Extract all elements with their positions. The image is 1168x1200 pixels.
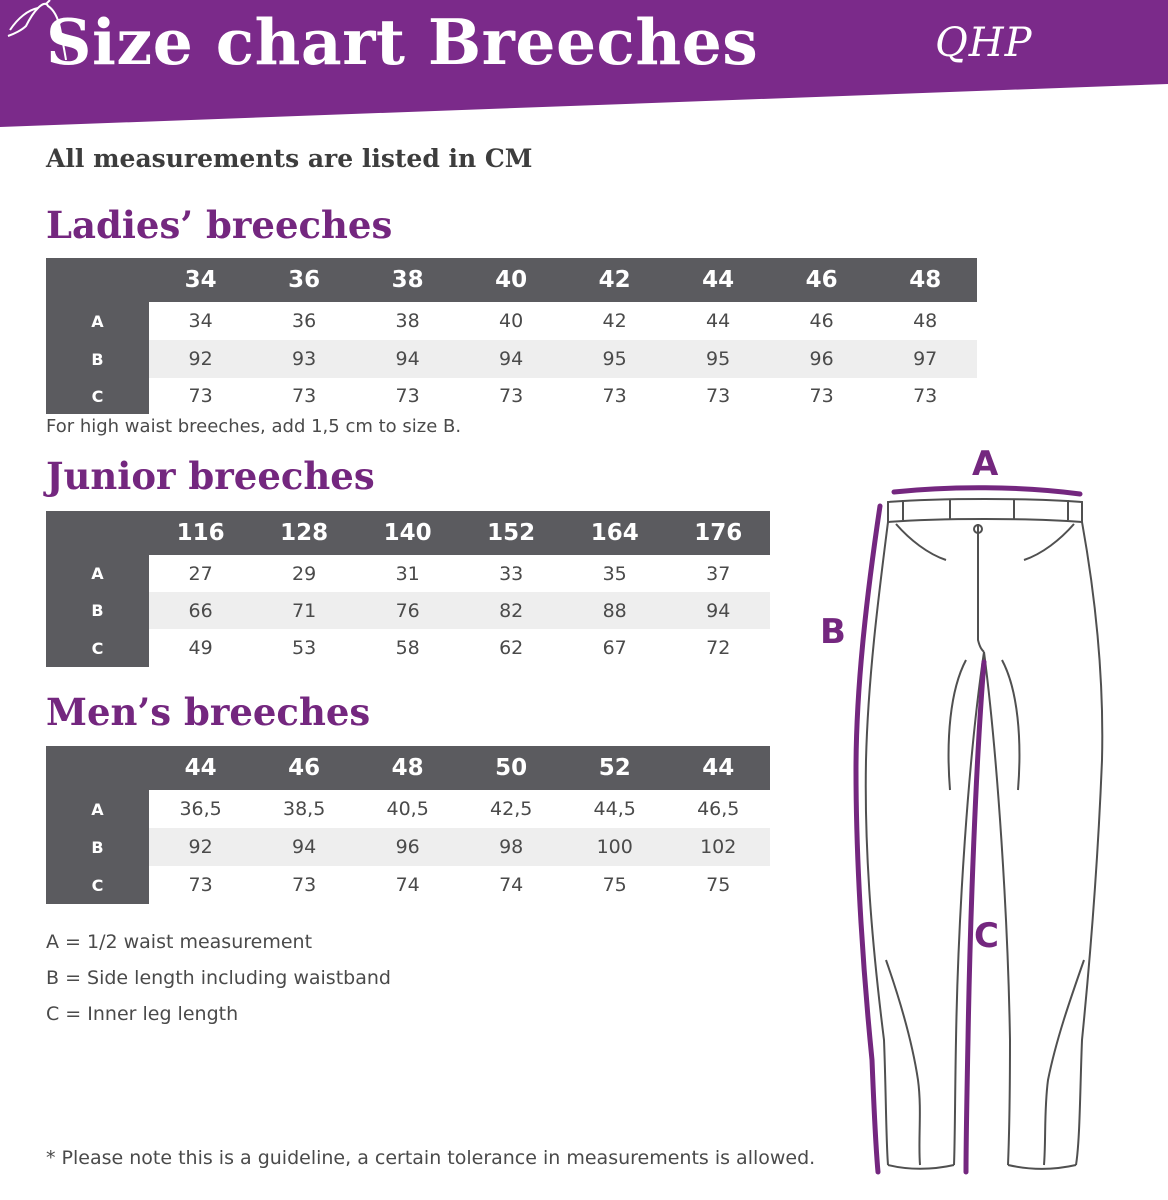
table-cell: 29 [292, 562, 317, 585]
brand-logo: QHP [935, 20, 1033, 66]
size-header: 46 [252, 746, 356, 790]
table-row [46, 378, 977, 414]
table-cell: 73 [395, 385, 420, 407]
row-label: C [46, 378, 149, 414]
breeches-drawing [800, 440, 1130, 1180]
table-cell: 75 [706, 874, 731, 896]
breeches-diagram [800, 440, 1130, 1184]
table-header-row [46, 511, 770, 555]
table-cell: 92 [149, 828, 253, 866]
table-corner-cell [46, 258, 149, 302]
table-cell: 40 [499, 310, 524, 332]
size-header: 140 [356, 511, 460, 555]
size-header: 44 [666, 258, 770, 302]
row-label: B [46, 592, 149, 629]
table-cell: 42 [602, 310, 627, 332]
table-cell: 102 [666, 828, 770, 866]
table-cell: 42,5 [490, 798, 533, 820]
men-section-title: Men’s breeches [46, 690, 371, 734]
table-cell: 34 [188, 310, 213, 332]
size-header: 52 [563, 746, 667, 790]
size-header: 44 [666, 746, 770, 790]
row-label: C [46, 629, 149, 667]
measure-line-a [894, 488, 1080, 494]
measurement-legend [46, 930, 391, 1038]
size-header: 36 [252, 258, 356, 302]
table-cell: 33 [499, 562, 524, 585]
table-row [46, 629, 770, 667]
table-cell: 44 [706, 310, 731, 332]
page-title: Size chart Breeches [46, 5, 759, 79]
ladies-section-title: Ladies’ breeches [46, 203, 393, 247]
table-cell: 73 [913, 385, 938, 407]
table-cell: 74 [499, 874, 524, 896]
table-cell: 75 [602, 874, 627, 896]
table-cell: 36 [292, 310, 317, 332]
table-cell: 71 [252, 592, 356, 629]
table-cell: 44,5 [593, 798, 636, 820]
size-header: 48 [873, 258, 977, 302]
table-cell: 38 [395, 310, 420, 332]
size-header: 38 [356, 258, 460, 302]
row-label: B [46, 828, 149, 866]
ladies-size-table [46, 258, 977, 414]
table-cell: 58 [395, 637, 420, 659]
table-row [46, 866, 770, 904]
row-label: C [46, 866, 149, 904]
legend-item-a: A = 1/2 waist measurement [46, 931, 313, 953]
table-corner-cell [46, 511, 149, 555]
table-cell: 73 [706, 385, 731, 407]
table-cell: 49 [188, 637, 213, 659]
row-label: B [46, 340, 149, 378]
diagram-label-c: C [974, 916, 999, 956]
table-cell: 35 [602, 562, 627, 585]
table-cell: 98 [459, 828, 563, 866]
row-label: A [46, 790, 149, 828]
table-cell: 96 [770, 340, 874, 378]
size-header: 34 [149, 258, 253, 302]
table-cell: 76 [356, 592, 460, 629]
size-header: 44 [149, 746, 253, 790]
units-subtitle: All measurements are listed in CM [46, 144, 533, 173]
row-label: A [46, 555, 149, 592]
table-cell: 46,5 [697, 798, 740, 820]
table-cell: 73 [809, 385, 834, 407]
table-cell: 97 [873, 340, 977, 378]
table-cell: 38,5 [282, 798, 326, 820]
size-header: 46 [770, 258, 874, 302]
table-cell: 73 [188, 385, 213, 407]
table-cell: 73 [292, 385, 317, 407]
table-cell: 100 [563, 828, 667, 866]
breeches-outline [866, 499, 1103, 1169]
table-cell: 37 [706, 562, 731, 585]
size-header: 176 [666, 511, 770, 555]
size-header: 48 [356, 746, 460, 790]
table-cell: 94 [459, 340, 563, 378]
table-cell: 95 [563, 340, 667, 378]
table-cell: 31 [395, 562, 420, 585]
table-row [46, 302, 977, 340]
size-header: 40 [459, 258, 563, 302]
table-cell: 72 [706, 637, 731, 659]
header-banner [0, 0, 1168, 130]
junior-section-title: Junior breeches [46, 454, 375, 498]
high-waist-note: For high waist breeches, add 1,5 cm to size B. [46, 416, 462, 437]
measurement-lines [856, 488, 1080, 1172]
table-row [46, 790, 770, 828]
row-label: A [46, 302, 149, 340]
tolerance-footnote: * Please note this is a guideline, a certain tolerance in measurements is allowed. [46, 1147, 816, 1169]
size-header: 42 [563, 258, 667, 302]
table-cell: 67 [602, 637, 627, 659]
table-cell: 88 [563, 592, 667, 629]
table-corner-cell [46, 746, 149, 790]
table-cell: 96 [356, 828, 460, 866]
size-header: 50 [459, 746, 563, 790]
table-cell: 27 [188, 562, 213, 585]
men-size-table [46, 746, 770, 904]
table-cell: 74 [395, 874, 420, 896]
table-cell: 40,5 [386, 798, 429, 820]
measure-line-b [856, 506, 880, 1172]
table-header-row [46, 746, 770, 790]
table-cell: 95 [666, 340, 770, 378]
table-cell: 36,5 [179, 798, 222, 820]
table-header-row [46, 258, 977, 302]
junior-size-table [46, 511, 770, 667]
table-cell: 94 [356, 340, 460, 378]
table-cell: 94 [666, 592, 770, 629]
table-cell: 73 [499, 385, 524, 407]
table-row [46, 555, 770, 592]
horse-head-logo-icon [0, 0, 70, 66]
table-row [46, 592, 770, 629]
legend-item-c: C = Inner leg length [46, 1003, 239, 1025]
legend-item-b: B = Side length including waistband [46, 967, 391, 989]
size-header: 164 [563, 511, 667, 555]
table-cell: 73 [602, 385, 627, 407]
table-cell: 73 [188, 874, 213, 896]
table-cell: 46 [809, 310, 834, 332]
size-header: 116 [149, 511, 253, 555]
table-cell: 93 [252, 340, 356, 378]
table-cell: 82 [459, 592, 563, 629]
table-cell: 94 [252, 828, 356, 866]
size-header: 128 [252, 511, 356, 555]
table-cell: 66 [149, 592, 253, 629]
table-cell: 62 [499, 637, 524, 659]
table-row [46, 828, 770, 866]
table-cell: 53 [292, 637, 317, 659]
size-header: 152 [459, 511, 563, 555]
table-cell: 48 [913, 310, 938, 332]
diagram-label-a: A [972, 444, 999, 484]
diagram-label-b: B [820, 612, 846, 652]
table-cell: 73 [292, 874, 317, 896]
table-row [46, 340, 977, 378]
table-cell: 92 [149, 340, 253, 378]
